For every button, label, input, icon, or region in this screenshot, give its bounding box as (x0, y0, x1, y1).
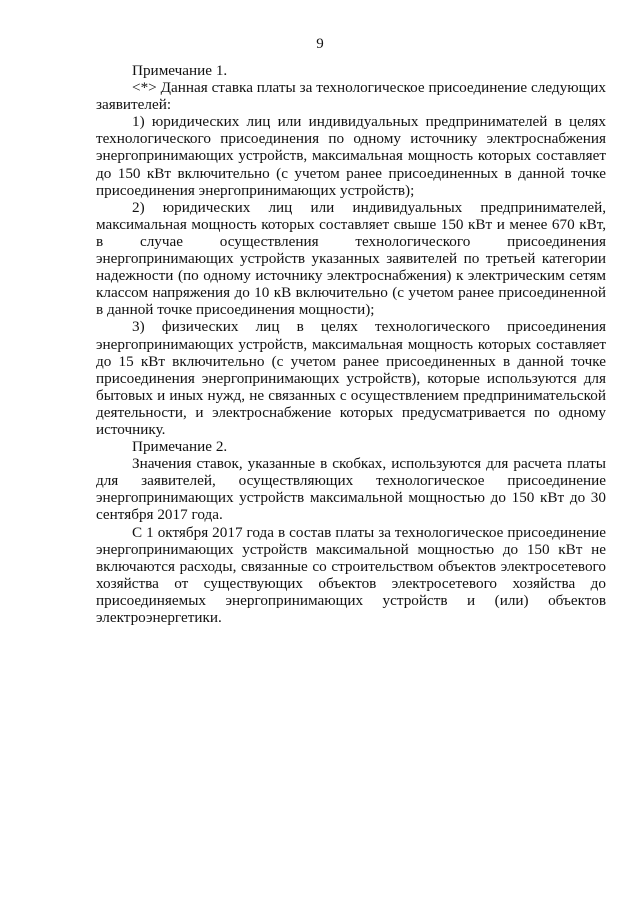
note-2-heading: Примечание 2. (132, 438, 228, 456)
note-2-paragraph-2: С 1 октября 2017 года в состав платы за технологическое присоединение энергопринимающих устройств максимальной мощностью до 150 кВт не включаются расходы, связанные со строительством объектов электросетевого хозяйства от существующих объектов электросетевого хозяйства до присоединяемых энергопринимающих устройств и (или) объектов электроэнергетики. (96, 523, 606, 626)
document-body (96, 62, 606, 626)
note-2-paragraph-1: Значения ставок, указанные в скобках, используются для расчета платы для заявителей, осуществляющих технологическое присоединение энергопринимающих устройств максимальной мощностью до 150 кВт до 30 сентября 2017 года. (96, 455, 606, 524)
note-1-intro: <*> Данная ставка платы за технологическое присоединение следующих заявителей: (96, 79, 606, 114)
note-1-item-1: 1) юридических лиц или индивидуальных предпринимателей в целях технологического присоединения по одному источнику электроснабжения энергопринимающих устройств, максимальная мощность которых составляет до 150 кВт включительно (с учетом ранее присоединенных в данной точке присоединения энергопринимающих устройств); (96, 113, 606, 199)
note-1-heading: Примечание 1. (132, 62, 228, 79)
page-number: 9 (316, 36, 324, 52)
note-1-item-3: 3) физических лиц в целях технологического присоединения энергопринимающих устройств, максимальная мощность которых составляет до 15 кВт включительно (с учетом ранее присоединенных в данной точке присоединения энергопринимающих устройств), которые используются для бытовых и иных нужд, не связанных с осуществлением предпринимательской деятельности, и электроснабжение которых предусматривается по одному источнику. (96, 318, 606, 438)
note-1-item-2: 2) юридических лиц или индивидуальных предпринимателей, максимальная мощность которых составляет свыше 150 кВт и менее 670 кВт, в случае осуществления технологического присоединения энергопринимающих устройств указанных заявителей по третьей категории надежности (по одному источнику электроснабжения) к электрическим сетям классом напряжения до 10 кВ включительно (с учетом ранее присоединенной в данной точке присоединения мощности); (96, 198, 606, 319)
